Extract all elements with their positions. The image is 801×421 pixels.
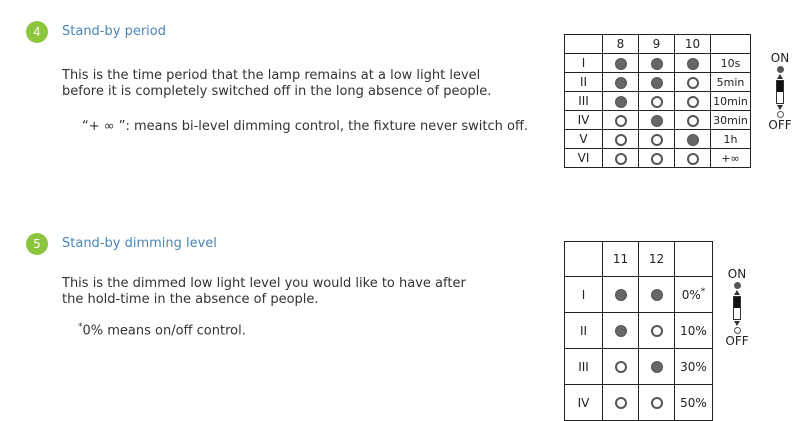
footnote-mark: * bbox=[78, 322, 83, 332]
switch-state-cell bbox=[603, 385, 639, 421]
row-value bbox=[675, 349, 713, 385]
open-circle-icon bbox=[615, 134, 627, 146]
row-value bbox=[675, 277, 713, 313]
open-circle-icon bbox=[651, 96, 663, 108]
row-label: IV bbox=[565, 111, 603, 130]
row-value-text: 30min bbox=[713, 113, 748, 127]
switch-state-cell bbox=[639, 73, 675, 92]
switch-state-cell bbox=[603, 111, 639, 130]
row-value bbox=[711, 111, 751, 130]
filled-circle-icon bbox=[615, 96, 627, 108]
switch-state-cell bbox=[675, 130, 711, 149]
table-header-cell: 11 bbox=[603, 242, 639, 277]
switch-on-indicator-icon bbox=[777, 66, 784, 73]
row-label: VI bbox=[565, 149, 603, 168]
arrow-up-icon bbox=[734, 290, 740, 295]
row-value-text: +∞ bbox=[721, 151, 740, 165]
switch-state-cell bbox=[675, 92, 711, 111]
row-value bbox=[675, 313, 713, 349]
open-circle-icon bbox=[687, 96, 699, 108]
filled-circle-icon bbox=[651, 58, 663, 70]
dip-switch-diagram bbox=[720, 268, 754, 348]
filled-circle-icon bbox=[615, 289, 627, 301]
arrow-down-icon bbox=[734, 321, 740, 326]
table-row bbox=[565, 111, 751, 130]
switch-off-indicator-icon bbox=[777, 111, 784, 118]
switch-toggle-icon bbox=[733, 296, 741, 320]
filled-circle-icon bbox=[687, 58, 699, 70]
open-circle-icon bbox=[615, 153, 627, 165]
row-label: III bbox=[565, 349, 603, 385]
switch-off-label: OFF bbox=[768, 118, 792, 132]
section-number-badge: 4 bbox=[26, 21, 48, 43]
section-note bbox=[78, 322, 246, 338]
switch-state-cell bbox=[603, 54, 639, 73]
switch-state-cell bbox=[639, 130, 675, 149]
dip-switch-diagram bbox=[763, 52, 797, 132]
row-value bbox=[711, 54, 751, 73]
filled-circle-icon bbox=[615, 325, 627, 337]
row-value-text: 10s bbox=[720, 56, 741, 70]
row-value-text: 50% bbox=[680, 395, 707, 410]
section-description: This is the time period that the lamp remains at a low light level before it is completely switched off in the long absence of people. bbox=[62, 68, 492, 99]
row-value-text: 0% bbox=[681, 288, 701, 302]
table-row bbox=[565, 277, 713, 313]
switch-state-cell bbox=[639, 277, 675, 313]
table-header-cell bbox=[711, 35, 751, 54]
switch-state-cell bbox=[603, 313, 639, 349]
table-header-cell: 12 bbox=[639, 242, 675, 277]
table-header-cell bbox=[565, 242, 603, 277]
row-label: II bbox=[565, 73, 603, 92]
table-row bbox=[565, 149, 751, 168]
table-row bbox=[565, 92, 751, 111]
table-row bbox=[565, 349, 713, 385]
filled-circle-icon bbox=[687, 134, 699, 146]
switch-state-cell bbox=[603, 149, 639, 168]
row-label: III bbox=[565, 92, 603, 111]
row-value bbox=[711, 149, 751, 168]
switch-state-cell bbox=[603, 349, 639, 385]
row-value bbox=[711, 73, 751, 92]
switch-state-cell bbox=[639, 111, 675, 130]
table-row bbox=[565, 73, 751, 92]
switch-state-cell bbox=[675, 149, 711, 168]
row-value bbox=[675, 385, 713, 421]
switch-state-cell bbox=[603, 277, 639, 313]
switch-state-cell bbox=[603, 130, 639, 149]
row-value-text: 1h bbox=[723, 132, 738, 146]
switch-state-cell bbox=[675, 73, 711, 92]
open-circle-icon bbox=[615, 115, 627, 127]
table-header-row bbox=[565, 35, 751, 54]
dip-switch-table-period bbox=[564, 34, 751, 168]
arrow-down-icon bbox=[777, 105, 783, 110]
switch-state-cell bbox=[639, 54, 675, 73]
open-circle-icon bbox=[651, 134, 663, 146]
filled-circle-icon bbox=[651, 77, 663, 89]
filled-circle-icon bbox=[651, 115, 663, 127]
table-row bbox=[565, 313, 713, 349]
open-circle-icon bbox=[615, 397, 627, 409]
switch-off-label: OFF bbox=[725, 334, 749, 348]
switch-on-label: ON bbox=[727, 267, 747, 281]
open-circle-icon bbox=[687, 153, 699, 165]
table-header-cell: 9 bbox=[639, 35, 675, 54]
switch-state-cell bbox=[639, 313, 675, 349]
row-value bbox=[711, 92, 751, 111]
open-circle-icon bbox=[687, 115, 699, 127]
table-row bbox=[565, 130, 751, 149]
switch-on-indicator-icon bbox=[734, 282, 741, 289]
row-label: I bbox=[565, 277, 603, 313]
dip-switch-table-dimming bbox=[564, 241, 713, 421]
row-value-text: 5min bbox=[716, 75, 745, 89]
switch-state-cell bbox=[639, 385, 675, 421]
switch-state-cell bbox=[675, 111, 711, 130]
row-label: II bbox=[565, 313, 603, 349]
table-header-row bbox=[565, 242, 713, 277]
switch-state-cell bbox=[639, 149, 675, 168]
switch-state-cell bbox=[639, 92, 675, 111]
row-value-text: 10min bbox=[713, 94, 748, 108]
row-label: V bbox=[565, 130, 603, 149]
table-row bbox=[565, 385, 713, 421]
arrow-up-icon bbox=[777, 74, 783, 79]
section-title: Stand-by period bbox=[62, 24, 166, 39]
section-description: This is the dimmed low light level you would like to have after the hold-time in the absence of people. bbox=[62, 276, 466, 307]
switch-off-indicator-icon bbox=[734, 327, 741, 334]
open-circle-icon bbox=[687, 77, 699, 89]
filled-circle-icon bbox=[651, 289, 663, 301]
footnote-mark: * bbox=[700, 287, 706, 297]
section-title: Stand-by dimming level bbox=[62, 236, 217, 251]
filled-circle-icon bbox=[651, 361, 663, 373]
row-label: IV bbox=[565, 385, 603, 421]
row-value bbox=[711, 130, 751, 149]
table-header-cell: 10 bbox=[675, 35, 711, 54]
filled-circle-icon bbox=[615, 58, 627, 70]
row-value-text: 30% bbox=[680, 359, 707, 374]
switch-state-cell bbox=[603, 92, 639, 111]
switch-state-cell bbox=[639, 349, 675, 385]
switch-state-cell bbox=[603, 73, 639, 92]
row-label: I bbox=[565, 54, 603, 73]
switch-toggle-icon bbox=[776, 80, 784, 104]
open-circle-icon bbox=[651, 397, 663, 409]
section-number-badge: 5 bbox=[26, 233, 48, 255]
row-value-text: 10% bbox=[680, 323, 707, 338]
table-header-cell: 8 bbox=[603, 35, 639, 54]
table-header-cell bbox=[675, 242, 713, 277]
filled-circle-icon bbox=[615, 77, 627, 89]
switch-state-cell bbox=[675, 54, 711, 73]
table-row bbox=[565, 54, 751, 73]
open-circle-icon bbox=[651, 153, 663, 165]
table-header-cell bbox=[565, 35, 603, 54]
open-circle-icon bbox=[651, 325, 663, 337]
switch-on-label: ON bbox=[770, 51, 790, 65]
note-text: 0% means on/off control. bbox=[82, 323, 246, 339]
section-note: “+ ∞ ”: means bi-level dimming control, the fixture never switch off. bbox=[82, 119, 529, 134]
open-circle-icon bbox=[615, 361, 627, 373]
